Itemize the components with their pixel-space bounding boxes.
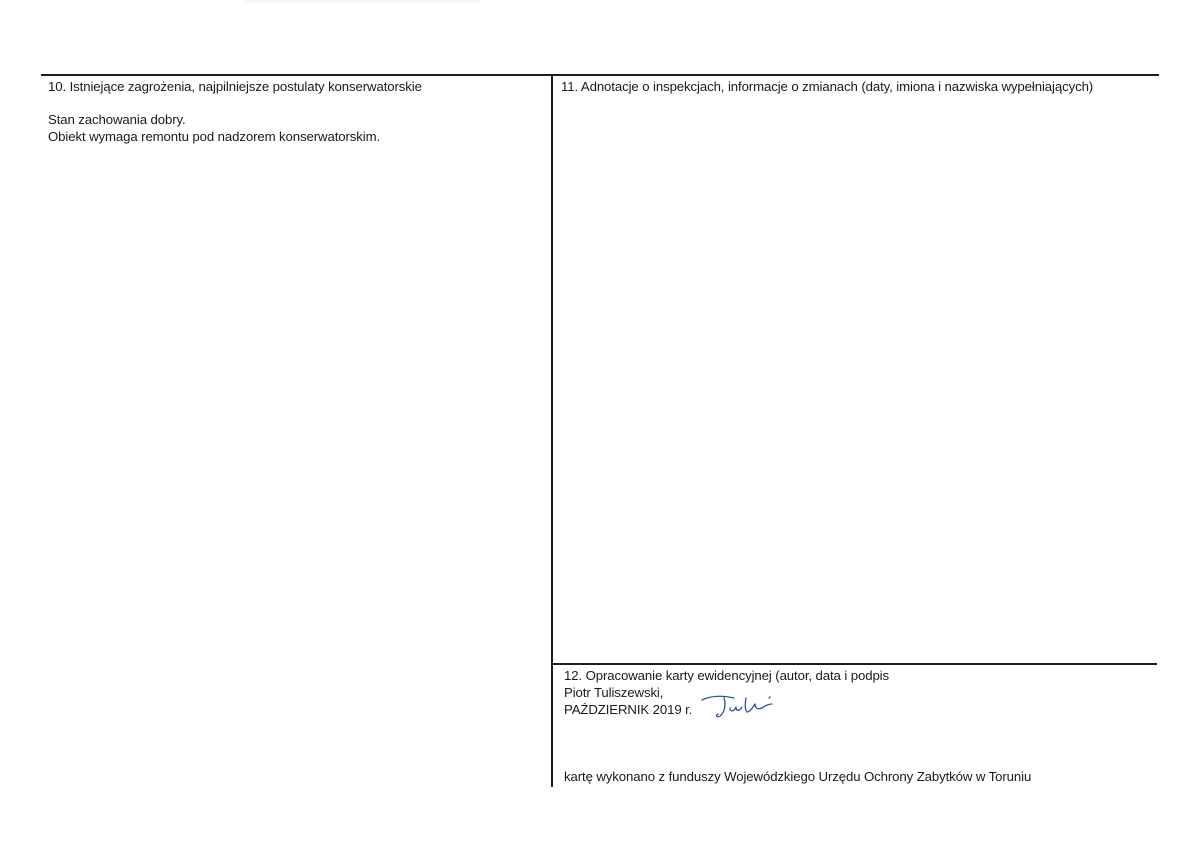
column-divider [551, 75, 553, 787]
section-12-rule [553, 663, 1157, 665]
section-12-title: 12. Opracowanie karty ewidencyjnej (autor, data i podpis [564, 668, 890, 683]
card-date: PAŹDZIERNIK 2019 r. [564, 702, 693, 717]
section-11-title: 11. Adnotacje o inspekcjach, informacje o zmianach (daty, imiona i nazwiska wypełniających) [561, 79, 1094, 94]
section-10-condition-text: Stan zachowania dobry. [48, 112, 186, 127]
author-name: Piotr Tuliszewski, [564, 685, 664, 700]
funding-note: kartę wykonano z funduszy Wojewódzkiego Urzędu Ochrony Zabytków w Toruniu [564, 769, 1032, 784]
handwritten-signature [700, 690, 790, 724]
scan-artifact [245, 0, 480, 5]
top-rule [41, 74, 1159, 76]
section-10-recommendation-text: Obiekt wymaga remontu pod nadzorem konserwatorskim. [48, 129, 381, 144]
section-10-title: 10. Istniejące zagrożenia, najpilniejsze postulaty konserwatorskie [48, 79, 422, 94]
